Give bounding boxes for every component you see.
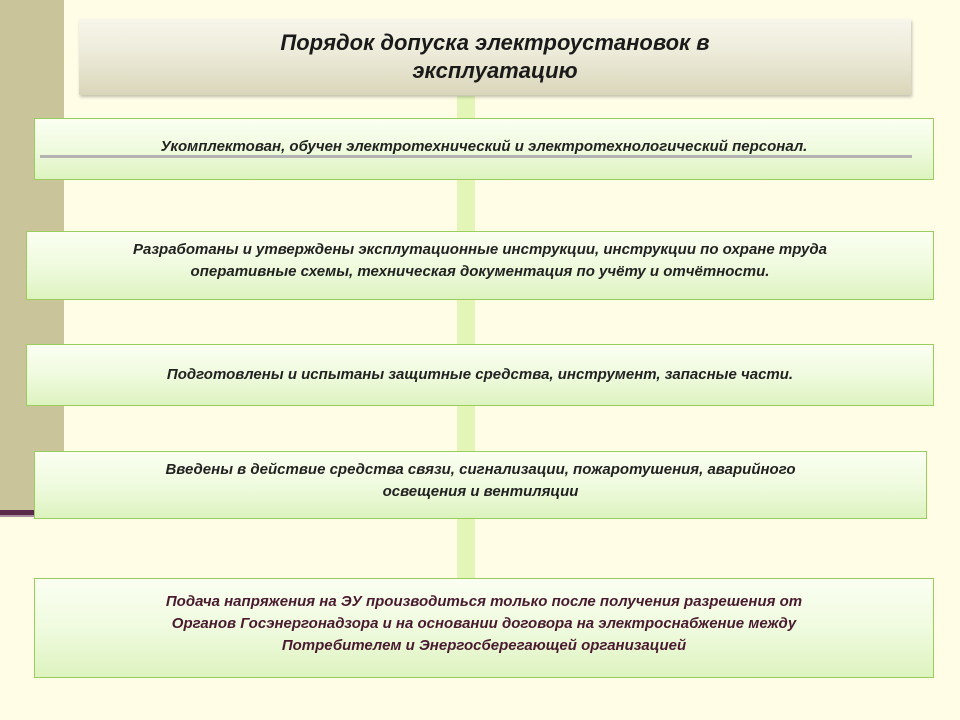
diagram-title — [215, 29, 775, 85]
step-1-line-1: Укомплектован, обучен электротехнический и электротехнологический персонал. — [160, 138, 808, 155]
step-box-1 — [34, 118, 934, 180]
step-box-5 — [34, 578, 934, 678]
step-5-line-2: Органов Госэнергонадзора и на основании договора на электроснабжение между — [171, 615, 797, 632]
diagram-title-box — [79, 19, 911, 95]
step-2-line-2: оперативные схемы, техническая документация по учёту и отчётности. — [190, 263, 770, 280]
step-text-3 — [167, 364, 793, 386]
step-4-line-2: освещения и вентиляции — [382, 483, 579, 500]
step-box-4 — [34, 451, 927, 519]
step-5-line-3: Потребителем и Энергосберегающей организацией — [281, 637, 687, 654]
step-box-2 — [26, 231, 934, 300]
title-line-2: эксплуатацию — [412, 58, 578, 83]
step-5-line-1: Подача напряжения на ЭУ производиться только после получения разрешения от — [165, 593, 803, 610]
step-3-line-1: Подготовлены и испытаны защитные средства, инструмент, запасные части. — [166, 366, 794, 383]
step-text-4 — [165, 459, 795, 503]
step-box-3 — [26, 344, 934, 406]
step-text-5 — [166, 591, 802, 657]
step-text-2 — [133, 239, 827, 283]
step-2-line-1: Разработаны и утверждены эксплутационные инструкции, инструкции по охране труда — [133, 241, 827, 258]
step-4-line-1: Введены в действие средства связи, сигнализации, пожаротушения, аварийного — [165, 461, 796, 478]
title-line-1: Порядок допуска электроустановок в — [280, 30, 710, 55]
decorative-line — [40, 155, 912, 158]
